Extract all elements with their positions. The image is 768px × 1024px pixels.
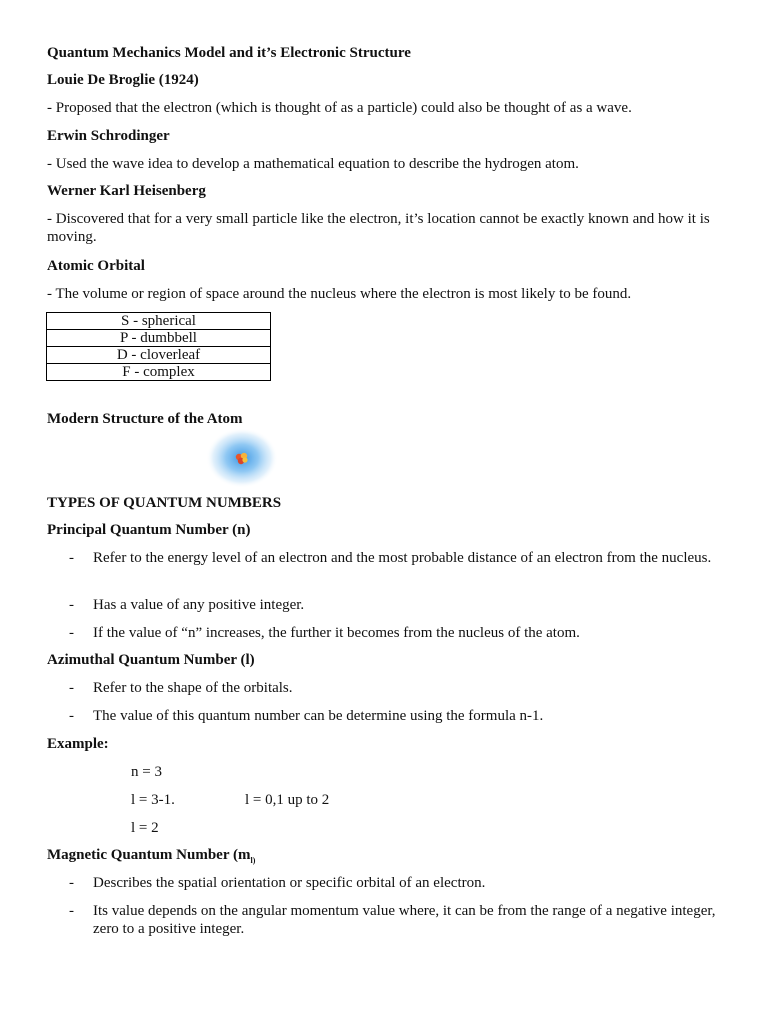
table-cell: F - complex (47, 364, 271, 381)
bullet-dash: - (69, 597, 74, 613)
bullet-dash: - (69, 903, 74, 919)
heisenberg-text: - Discovered that for a very small particle like the electron, it’s location cannot be exactly known and how it is moving. (47, 211, 710, 245)
magnetic-subscript: l) (250, 856, 256, 865)
orbital-heading: Atomic Orbital (47, 258, 145, 274)
magnetic-heading (47, 846, 255, 870)
atom-illustration (206, 428, 278, 488)
example-line-3: l = 2 (131, 820, 159, 836)
bullet-dash: - (69, 875, 74, 891)
schrodinger-text: - Used the wave idea to develop a mathematical equation to describe the hydrogen atom. (47, 156, 579, 172)
table-cell: S - spherical (47, 313, 271, 330)
example-line-1: n = 3 (131, 764, 162, 780)
principal-bullet-2: Has a value of any positive integer. (93, 597, 305, 613)
table-cell: D - cloverleaf (47, 347, 271, 364)
azimuthal-bullet-1: Refer to the shape of the orbitals. (93, 680, 293, 696)
debroglie-text: - Proposed that the electron (which is thought of as a particle) could also be thought of as a wave. (47, 100, 632, 116)
example-heading: Example: (47, 736, 109, 752)
azimuthal-bullet-2: The value of this quantum number can be determine using the formula n-1. (93, 708, 544, 724)
modern-heading: Modern Structure of the Atom (47, 411, 243, 427)
magnetic-bullet-2: Its value depends on the angular momentum value where, it can be from the range of a negative integer, zero to a positive integer. (93, 903, 716, 937)
bullet-dash: - (69, 680, 74, 696)
magnetic-heading-text: Magnetic Quantum Number (m (47, 847, 251, 863)
types-heading: TYPES OF QUANTUM NUMBERS (47, 495, 282, 511)
orbital-text: - The volume or region of space around the nucleus where the electron is most likely to be found. (47, 286, 632, 302)
debroglie-heading: Louie De Broglie (1924) (47, 72, 199, 88)
azimuthal-heading: Azimuthal Quantum Number (l) (47, 652, 255, 668)
orbital-shapes-table (46, 312, 271, 381)
principal-heading: Principal Quantum Number (n) (47, 522, 251, 538)
principal-bullet-3: If the value of “n” increases, the further it becomes from the nucleus of the atom. (93, 625, 580, 641)
bullet-dash: - (69, 708, 74, 724)
magnetic-bullet-1: Describes the spatial orientation or specific orbital of an electron. (93, 875, 486, 891)
table-row (47, 364, 271, 381)
table-cell: P - dumbbell (47, 330, 271, 347)
schrodinger-heading: Erwin Schrodinger (47, 128, 170, 144)
heisenberg-heading: Werner Karl Heisenberg (47, 183, 206, 199)
bullet-dash: - (69, 550, 74, 566)
document-title: Quantum Mechanics Model and it’s Electronic Structure (47, 45, 411, 61)
table-row (47, 330, 271, 347)
bullet-dash: - (69, 625, 74, 641)
table-row (47, 313, 271, 330)
example-line-2b: l = 0,1 up to 2 (245, 792, 330, 808)
example-line-2a: l = 3-1. (131, 792, 175, 808)
principal-bullet-1: Refer to the energy level of an electron and the most probable distance of an electron from the nucleus. (93, 550, 712, 566)
table-row (47, 347, 271, 364)
